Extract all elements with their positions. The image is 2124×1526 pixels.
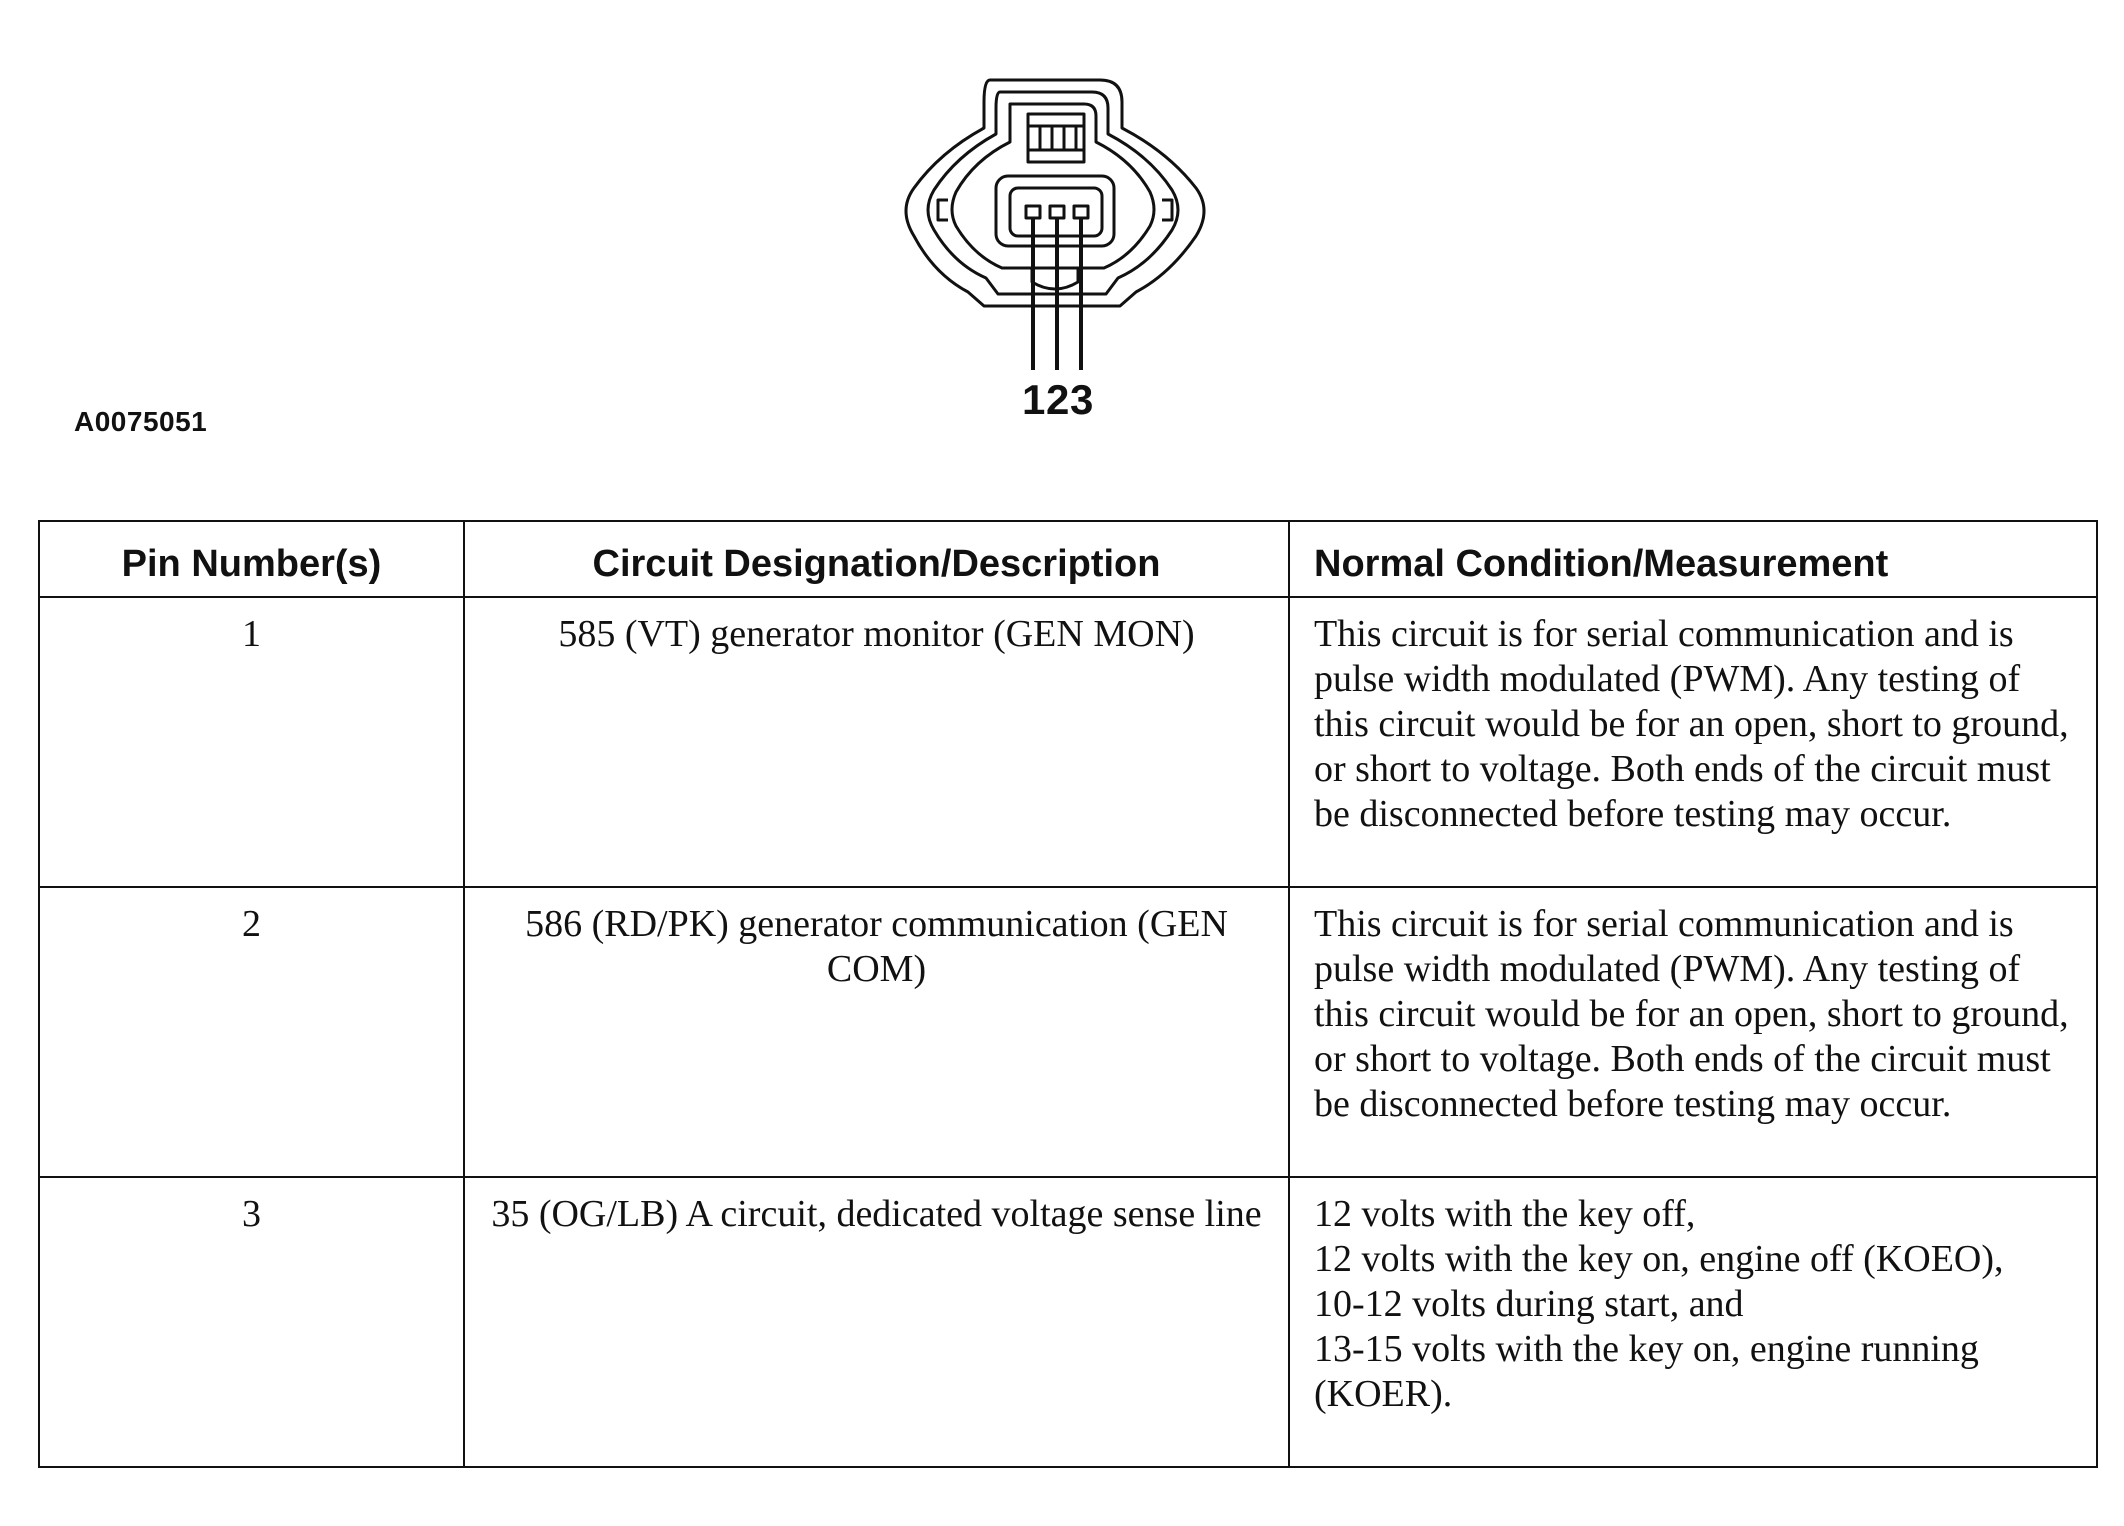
table-row (39, 887, 2097, 1177)
header-normal-condition: Normal Condition/Measurement (1289, 521, 2097, 597)
table-row (39, 1177, 2097, 1467)
table-row (39, 597, 2097, 887)
pin-number-cell: 1 (39, 597, 464, 887)
condition-line: 12 volts with the key off, (1314, 1193, 1696, 1235)
header-circuit-designation: Circuit Designation/Description (464, 521, 1289, 597)
connector-diagram (900, 70, 1220, 430)
circuit-cell: 35 (OG/LB) A circuit, dedicated voltage sense line (464, 1177, 1289, 1467)
pin-label-2: 2 (1046, 376, 1070, 423)
condition-cell: This circuit is for serial communication and is pulse width modulated (PWM). Any testing of this circuit would be for an open, short to ground, or short to voltage. Both ends of the circuit must be disconnected before testing may occur. (1289, 887, 2097, 1177)
pin-number-cell: 3 (39, 1177, 464, 1467)
figure-code: A0075051 (74, 406, 208, 437)
pin-label-1: 1 (1022, 376, 1046, 423)
condition-line: 10-12 volts during start, and (1314, 1283, 1744, 1325)
condition-line: 13-15 volts with the key on, engine running (KOER). (1314, 1328, 1979, 1415)
circuit-cell: 586 (RD/PK) generator communication (GEN COM) (464, 887, 1289, 1177)
pin-label-3: 3 (1070, 376, 1094, 423)
circuit-cell: 585 (VT) generator monitor (GEN MON) (464, 597, 1289, 887)
pin-labels (1022, 376, 1093, 423)
header-pin-number: Pin Number(s) (39, 521, 464, 597)
pinout-table (38, 520, 2098, 1468)
condition-cell: This circuit is for serial communication and is pulse width modulated (PWM). Any testing of this circuit would be for an open, short to ground, or short to voltage. Both ends of the circuit must be disconnected before testing may occur. (1289, 597, 2097, 887)
condition-cell (1289, 1177, 2097, 1467)
condition-line: 12 volts with the key on, engine off (KOEO), (1314, 1238, 2004, 1280)
table-header-row (39, 521, 2097, 597)
pin-number-cell: 2 (39, 887, 464, 1177)
